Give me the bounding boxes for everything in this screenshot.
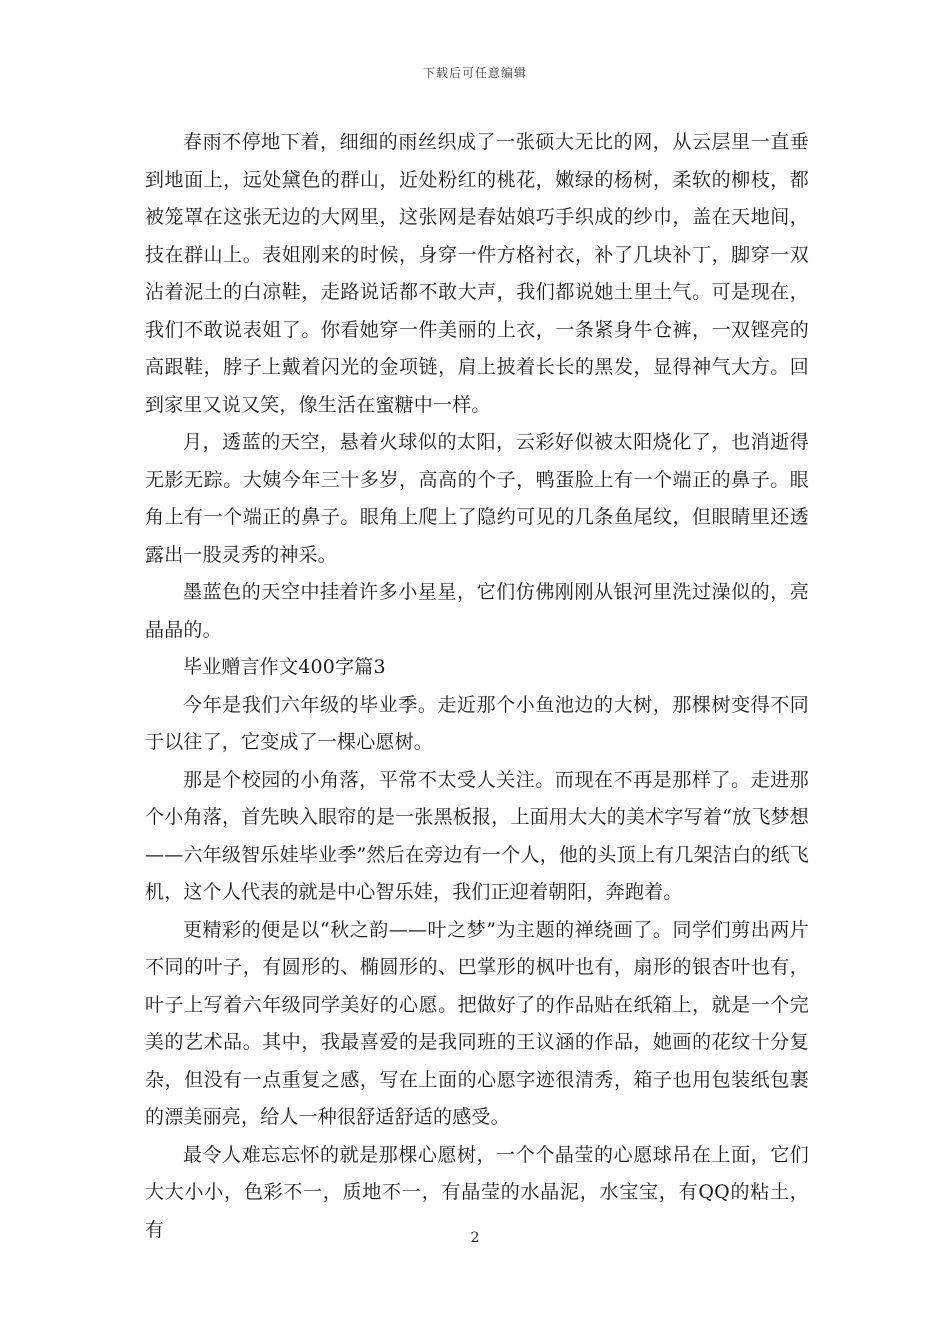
section-heading: 毕业赠言作文400字篇3 [183,656,386,678]
paragraph-spring-rain: 春雨不停地下着，细细的雨丝织成了一张硕大无比的网，从云层里一直垂到地面上，远处黛色的群山，近处粉红的桃花，嫩绿的杨树，柔软的柳枝，都被笼罩在这张无边的大网里，这张网是春姑娘巧手织成的纱巾，盖在天地间，技在群山上。表姐刚来的时候，身穿一件方格衬衣，补了几块补丁，脚穿一双沾着泥土的白凉鞋，走路说话都不敢大声，我们都说她土里土气。可是现在，我们不敢说表姐了。你看她穿一件美丽的上衣，一条紧身牛仓裤，一双铿亮的高跟鞋，脖子上戴着闪光的金项链，肩上披着长长的黑发，显得神气大方。回到家里又说又笑，像生活在蜜糖中一样。 [145,131,809,416]
page-header: 下载后可任意编辑 [422,66,527,80]
paragraph-graduation-season: 今年是我们六年级的毕业季。走近那个小鱼池边的大树，那棵树变得不同于以往了，它变成了一棵心愿树。 [145,693,809,753]
paragraph-blue-sky: 月，透蓝的天空，悬着火球似的太阳，云彩好似被太阳烧化了，也消逝得无影无踪。大姨今年三十多岁，高高的个子，鸭蛋脸上有一个端正的鼻子。眼角上有一个端正的鼻子。眼角上爬上了隐约可见的几条鱼尾纹，但眼睛里还透露出一股灵秀的神采。 [145,431,809,566]
page-number: 2 [470,1230,480,1246]
paragraph-starry-sky: 墨蓝色的天空中挂着许多小星星，它们仿佛刚刚从银河里洗过澡似的，亮晶晶的。 [145,581,809,641]
paragraph-zentangle: 更精彩的便是以“秋之韵——叶之梦”为主题的禅绕画了。同学们剪出两片不同的叶子，有圆形的、椭圆形的、巴掌形的枫叶也有，扇形的银杏叶也有，叶子上写着六年级同学美好的心愿。把做好了的作品贴在纸箱上，就是一个完美的艺术品。其中，我最喜爱的是我同班的王议涵的作品，她画的花纹十分复杂，但没有一点重复之感，写在上面的心愿字迹很清秀，箱子也用包装纸包裹的漂美丽亮，给人一种很舒适舒适的感受。 [145,918,809,1128]
paragraph-school-corner: 那是个校园的小角落，平常不太受人关注。而现在不再是那样了。走进那个小角落，首先映入眼帘的是一张黑板报，上面用大大的美术字写着“放飞梦想——六年级智乐娃毕业季”然后在旁边有一个人，他的头顶上有几架洁白的纸飞机，这个人代表的就是中心智乐娃，我们正迎着朝阳，奔跑着。 [145,768,809,903]
paragraph-wish-tree: 最令人难忘忘怀的就是那棵心愿树，一个个晶莹的心愿球吊在上面，它们大大小小，色彩不一，质地不一，有晶莹的水晶泥，水宝宝，有QQ的粘土，有 [145,1143,809,1241]
document-body [145,124,809,1249]
